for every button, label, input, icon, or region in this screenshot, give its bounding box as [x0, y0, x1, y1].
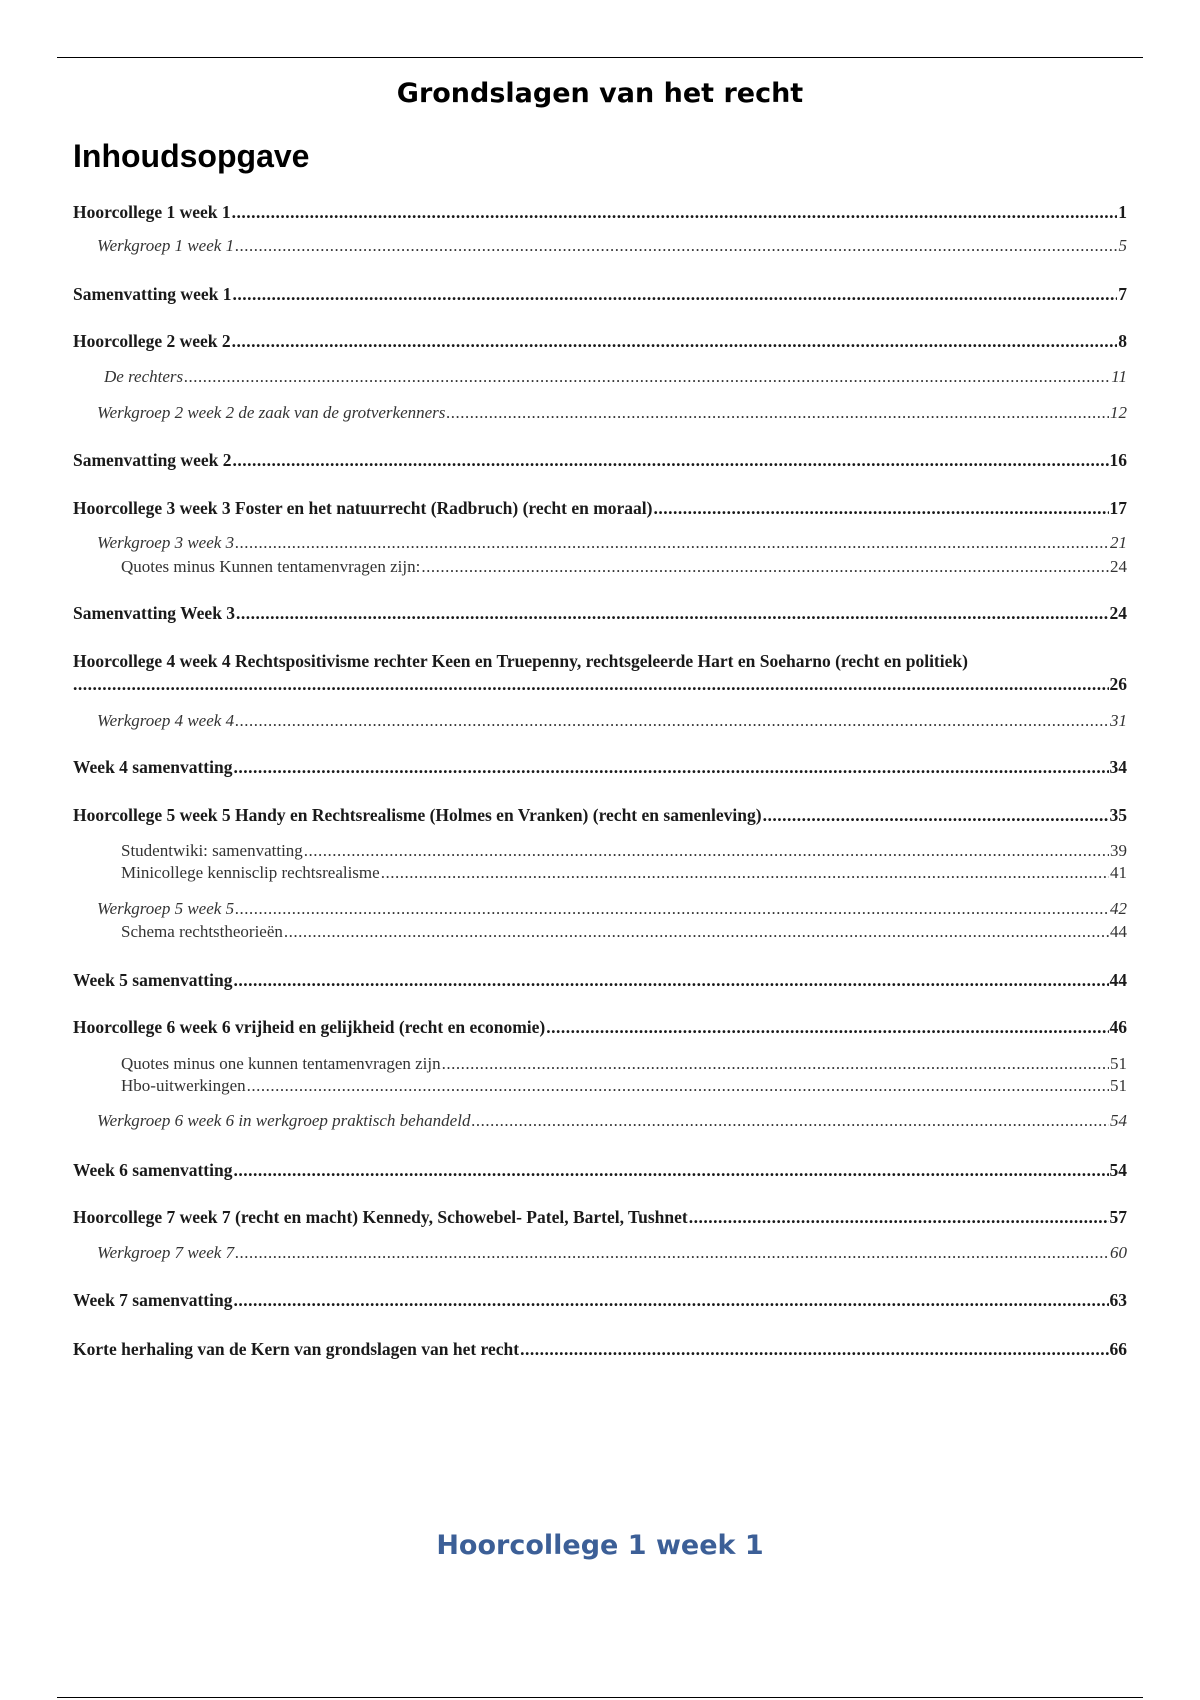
toc-entry[interactable] — [121, 921, 1127, 943]
dot-leader — [233, 1289, 1108, 1311]
toc-entry-page: 46 — [1109, 1017, 1127, 1037]
toc-entry-page: 34 — [1109, 757, 1127, 777]
toc-entry-text: Quotes minus Kunnen tentamenvragen zijn: — [121, 557, 421, 576]
toc-entry-text: Minicollege kennisclip rechtsrealisme — [121, 863, 380, 882]
toc-entry-page: 7 — [1118, 284, 1127, 304]
toc-entry[interactable] — [73, 804, 1127, 826]
section-heading: Hoorcollege 1 week 1 — [436, 1530, 764, 1561]
toc-entry[interactable] — [97, 402, 1127, 424]
dot-leader — [233, 756, 1108, 778]
toc-entry-page: 5 — [1118, 236, 1127, 255]
toc-entry-page: 11 — [1111, 367, 1127, 386]
toc-entry-text: Week 6 samenvatting — [73, 1160, 233, 1180]
toc-entry-page: 26 — [1109, 674, 1127, 694]
dot-leader — [235, 532, 1109, 554]
toc-entry[interactable] — [121, 862, 1127, 884]
dot-leader — [236, 602, 1108, 624]
toc-entry[interactable] — [73, 1016, 1127, 1038]
dot-leader — [654, 497, 1109, 519]
toc-entry[interactable] — [97, 898, 1127, 920]
toc-entry-text: Week 5 samenvatting — [73, 970, 233, 990]
dot-leader — [73, 673, 1109, 695]
toc-entry[interactable] — [73, 1338, 1127, 1360]
dot-leader — [421, 556, 1109, 578]
dot-leader — [235, 235, 1117, 257]
toc-entry-page: 8 — [1118, 331, 1127, 351]
document-title: Grondslagen van het recht — [396, 78, 804, 109]
dot-leader — [520, 1338, 1108, 1360]
dot-leader — [235, 710, 1109, 732]
toc-entry-text: Week 7 samenvatting — [73, 1290, 233, 1310]
toc-entry-page: 66 — [1109, 1339, 1127, 1359]
toc-entry-page: 39 — [1110, 841, 1127, 860]
toc-entry[interactable] — [73, 756, 1127, 778]
toc-entry-page: 24 — [1109, 603, 1127, 623]
toc-entry[interactable] — [121, 1053, 1127, 1075]
toc-entry-text: Korte herhaling van de Kern van grondslagen van het recht — [73, 1339, 520, 1359]
toc-entry[interactable] — [73, 969, 1127, 991]
dot-leader — [284, 921, 1109, 943]
dot-leader — [233, 1159, 1108, 1181]
toc-entry[interactable] — [73, 1289, 1127, 1311]
toc-entry-page: 17 — [1109, 498, 1127, 518]
toc-entry-text: Werkgroep 2 week 2 de zaak van de grotverkenners — [97, 403, 446, 422]
toc-entry[interactable] — [121, 556, 1127, 578]
dot-leader — [235, 898, 1109, 920]
toc-entry-text: Samenvatting Week 3 — [73, 603, 236, 623]
dot-leader — [442, 1053, 1109, 1075]
toc-entry-page: 41 — [1110, 863, 1127, 882]
toc-entry[interactable] — [121, 1075, 1127, 1097]
dot-leader — [184, 366, 1110, 388]
toc-entry-text: Hoorcollege 3 week 3 Foster en het natuurrecht (Radbruch) (recht en moraal) — [73, 498, 653, 518]
toc-entry-text: Hoorcollege 2 week 2 — [73, 331, 231, 351]
toc-entry-page: 54 — [1110, 1111, 1127, 1130]
toc-entry-text: Schema rechtstheorieën — [121, 922, 283, 941]
toc-entry-page: 57 — [1109, 1207, 1127, 1227]
toc-entry[interactable] — [121, 840, 1127, 862]
toc-entry[interactable] — [73, 201, 1127, 223]
toc-entry-text: Werkgroep 5 week 5 — [97, 899, 235, 918]
dot-leader — [471, 1110, 1109, 1132]
toc-entry-page: 21 — [1110, 533, 1127, 552]
toc-entry-text: Hoorcollege 6 week 6 vrijheid en gelijkheid (recht en economie) — [73, 1017, 546, 1037]
toc-entry-text: Werkgroep 7 week 7 — [97, 1243, 235, 1262]
toc-entry-page: 44 — [1109, 970, 1127, 990]
toc-entry-page: 51 — [1110, 1076, 1127, 1095]
toc-entry-page: 16 — [1109, 450, 1127, 470]
toc-entry[interactable] — [73, 283, 1127, 305]
toc-entry-text: Studentwiki: samenvatting — [121, 841, 303, 860]
toc-heading: Inhoudsopgave — [73, 138, 310, 174]
toc-entry-page: 24 — [1110, 557, 1127, 576]
toc-entry[interactable] — [73, 449, 1127, 471]
toc-entry-text: Samenvatting week 1 — [73, 284, 232, 304]
dot-leader — [247, 1075, 1109, 1097]
dot-leader — [232, 201, 1118, 223]
toc-entry-page: 35 — [1109, 805, 1127, 825]
toc-entry-page: 42 — [1110, 899, 1127, 918]
toc-entry-text[interactable]: Hoorcollege 4 week 4 Rechtspositivisme rechter Keen en Truepenny, rechtsgeleerde Hart en Soeharno (recht en politiek) — [73, 651, 968, 671]
toc-entry[interactable] — [97, 532, 1127, 554]
toc-entry-text: Hoorcollege 1 week 1 — [73, 202, 231, 222]
toc-entry-page: 54 — [1109, 1160, 1127, 1180]
dot-leader — [232, 283, 1117, 305]
toc-entry-text: Hbo-uitwerkingen — [121, 1076, 246, 1095]
toc-entry[interactable] — [97, 1242, 1127, 1264]
toc-entry-text: Werkgroep 4 week 4 — [97, 711, 235, 730]
toc-entry-text: Hoorcollege 5 week 5 Handy en Rechtsrealisme (Holmes en Vranken) (recht en samenleving) — [73, 805, 762, 825]
dot-leader — [546, 1016, 1108, 1038]
dot-leader — [232, 330, 1118, 352]
toc-entry-text: Quotes minus one kunnen tentamenvragen zijn — [121, 1054, 441, 1073]
dot-leader — [232, 449, 1108, 471]
toc-entry-page: 12 — [1110, 403, 1127, 422]
toc-entry[interactable] — [97, 710, 1127, 732]
toc-entry-text: Werkgroep 1 week 1 — [97, 236, 235, 255]
dot-leader — [763, 804, 1109, 826]
bottom-divider — [57, 1697, 1143, 1698]
toc-entry[interactable] — [73, 330, 1127, 352]
toc-entry[interactable] — [73, 602, 1127, 624]
toc-entry[interactable] — [73, 1159, 1127, 1181]
toc-entry-page: 44 — [1110, 922, 1127, 941]
toc-entry[interactable] — [97, 1110, 1127, 1132]
dot-leader — [446, 402, 1109, 424]
toc-entry-text: Week 4 samenvatting — [73, 757, 233, 777]
toc-entry-text: Samenvatting week 2 — [73, 450, 232, 470]
toc-entry-page: 60 — [1110, 1243, 1127, 1262]
dot-leader — [235, 1242, 1109, 1264]
toc-entry-text: De rechters — [104, 367, 184, 386]
toc-entry[interactable] — [97, 235, 1127, 257]
toc-entry[interactable] — [73, 673, 1127, 695]
dot-leader — [233, 969, 1108, 991]
toc-entry[interactable] — [73, 497, 1127, 519]
toc-entry-page: 51 — [1110, 1054, 1127, 1073]
toc-entry-page: 1 — [1118, 202, 1127, 222]
dot-leader — [689, 1206, 1109, 1228]
dot-leader — [381, 862, 1109, 884]
toc-entry-page: 63 — [1109, 1290, 1127, 1310]
toc-entry-text: Werkgroep 3 week 3 — [97, 533, 235, 552]
toc-entry[interactable] — [104, 366, 1127, 388]
dot-leader — [304, 840, 1109, 862]
toc-entry-text: Werkgroep 6 week 6 in werkgroep praktisch behandeld — [97, 1111, 471, 1130]
toc-entry-page: 31 — [1110, 711, 1127, 730]
toc-entry[interactable] — [73, 1206, 1127, 1228]
toc-entry-text: Hoorcollege 7 week 7 (recht en macht) Kennedy, Schowebel- Patel, Bartel, Tushnet — [73, 1207, 688, 1227]
